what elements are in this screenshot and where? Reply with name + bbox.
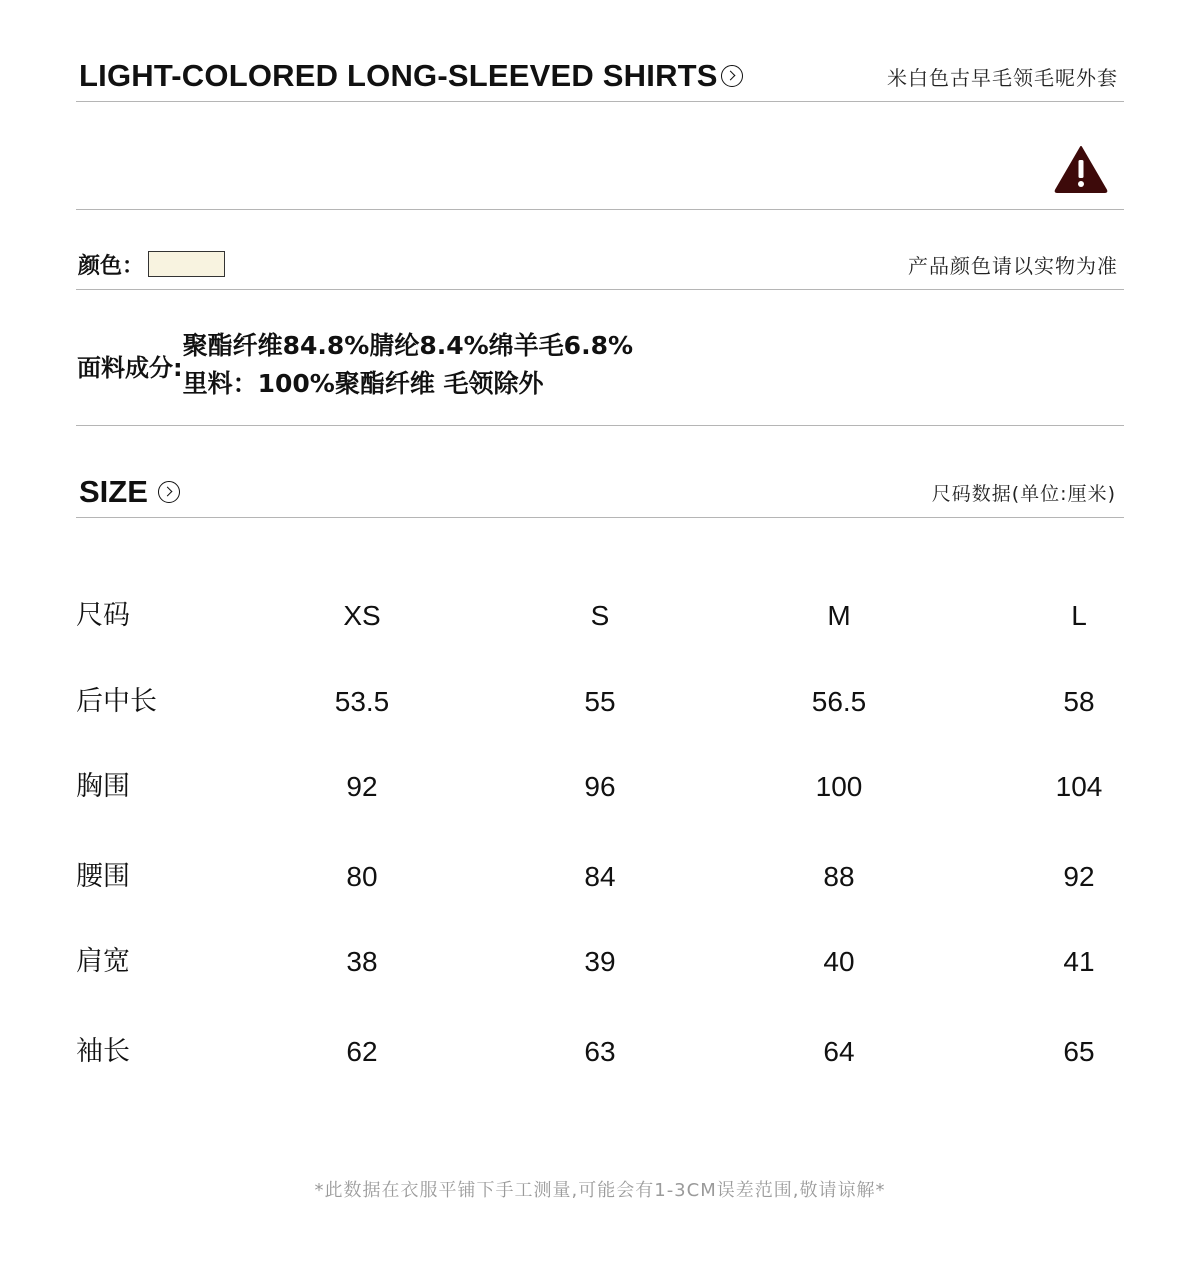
table-cell: 58 — [1063, 686, 1095, 717]
divider — [76, 425, 1124, 426]
row-label: 腰围 — [76, 861, 130, 892]
table-cell: 39 — [584, 946, 616, 977]
product-title — [76, 58, 743, 94]
product-subtitle: 米白色古早毛领毛呢外套 — [887, 65, 1118, 90]
color-info — [76, 249, 225, 280]
color-swatch[interactable] — [148, 251, 225, 277]
table-cell: 88 — [823, 861, 855, 892]
color-note: 产品颜色请以实物为准 — [908, 253, 1118, 278]
table-cell: 92 — [346, 771, 378, 802]
chevron-right-circle-icon[interactable] — [721, 65, 743, 87]
table-cell: 63 — [584, 1036, 616, 1067]
table-cell: 96 — [584, 771, 616, 802]
size-unit-note: 尺码数据(单位:厘米) — [931, 482, 1116, 505]
row-label: 胸围 — [76, 771, 130, 802]
table-cell: 84 — [584, 861, 616, 892]
table-cell: XS — [343, 600, 381, 631]
chevron-right-circle-icon[interactable] — [158, 481, 180, 503]
fabric-details — [183, 327, 633, 403]
table-cell: 62 — [346, 1036, 378, 1067]
table-cell: S — [590, 600, 610, 631]
table-cell: 53.5 — [334, 686, 390, 717]
table-cell: 65 — [1063, 1036, 1095, 1067]
table-cell: 80 — [346, 861, 378, 892]
table-cell: 100 — [815, 771, 863, 802]
table-cell: L — [1071, 600, 1087, 631]
fabric-label: 面料成分: — [77, 353, 183, 382]
fabric-row — [76, 322, 1124, 408]
table-cell: 64 — [823, 1036, 855, 1067]
table-row — [76, 594, 1124, 638]
divider — [76, 101, 1124, 102]
size-header-row — [76, 472, 1124, 512]
table-cell: 92 — [1063, 861, 1095, 892]
divider — [76, 209, 1124, 210]
table-cell: 104 — [1055, 771, 1103, 802]
fabric-main-composition: 聚酯纤维84.8%腈纶8.4%绵羊毛6.8% — [182, 331, 634, 360]
product-title-text: LIGHT-COLORED LONG-SLEEVED SHIRTS — [79, 58, 718, 93]
table-row — [76, 1030, 1124, 1074]
table-cell: M — [827, 600, 851, 631]
table-cell: 56.5 — [811, 686, 867, 717]
table-row — [76, 940, 1124, 984]
size-title — [76, 474, 180, 510]
color-row — [76, 244, 1124, 284]
header-row — [76, 56, 1124, 96]
warning-row — [76, 140, 1124, 200]
row-label: 后中长 — [76, 686, 157, 717]
table-cell: 38 — [346, 946, 378, 977]
fabric-lining-composition: 里料：100%聚酯纤维 毛领除外 — [182, 369, 544, 398]
row-label: 尺码 — [76, 600, 130, 631]
row-label: 袖长 — [76, 1036, 130, 1067]
divider — [76, 517, 1124, 518]
table-row — [76, 765, 1124, 809]
table-cell: 40 — [823, 946, 855, 977]
warning-triangle-icon — [1054, 144, 1108, 194]
row-label: 肩宽 — [76, 946, 130, 977]
color-label: 颜色： — [78, 253, 145, 279]
size-title-text: SIZE — [79, 474, 148, 509]
table-cell: 55 — [584, 686, 616, 717]
table-cell: 41 — [1063, 946, 1095, 977]
table-row — [76, 855, 1124, 899]
divider — [76, 289, 1124, 290]
table-row — [76, 680, 1124, 724]
measurement-disclaimer: *此数据在衣服平铺下手工测量,可能会有1-3CM误差范围,敬请谅解* — [314, 1180, 886, 1201]
